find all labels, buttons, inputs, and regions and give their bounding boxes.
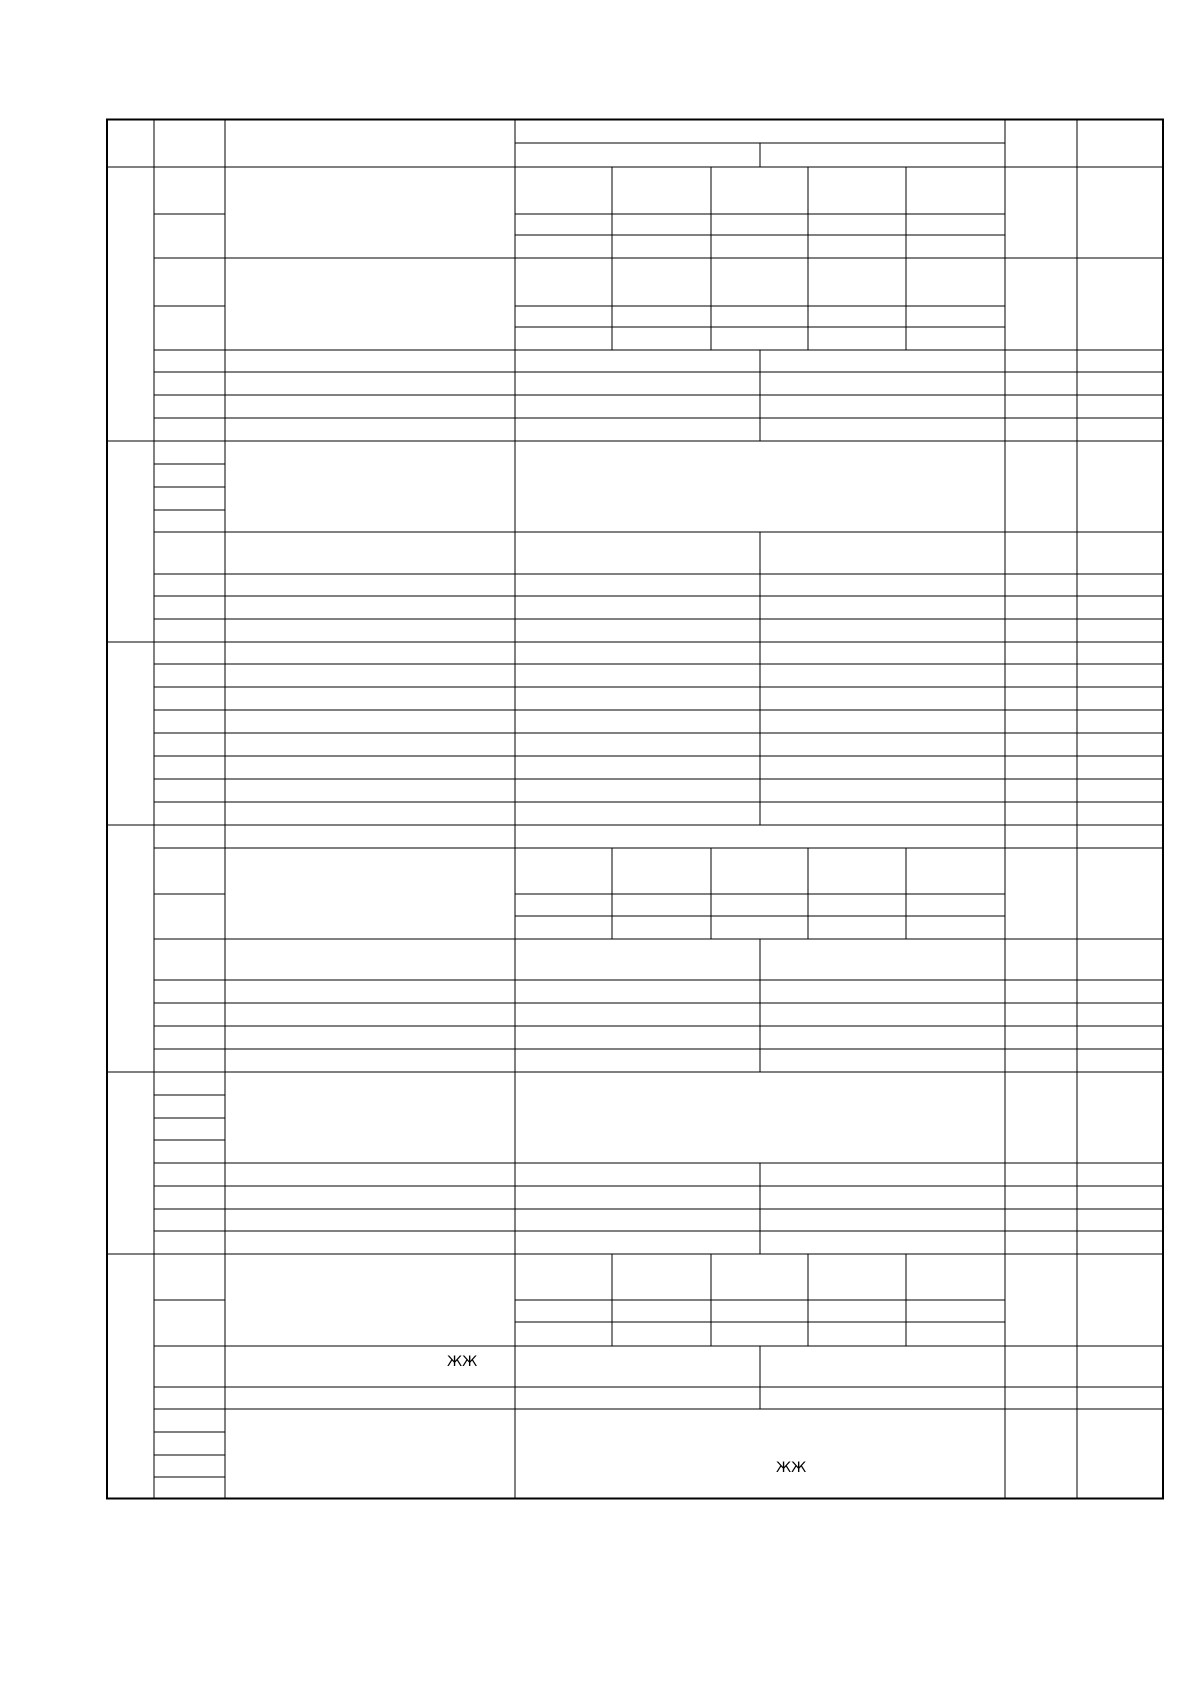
form-mark-2: ЖЖ [776,1460,807,1476]
form-mark-1: ЖЖ [447,1354,478,1370]
